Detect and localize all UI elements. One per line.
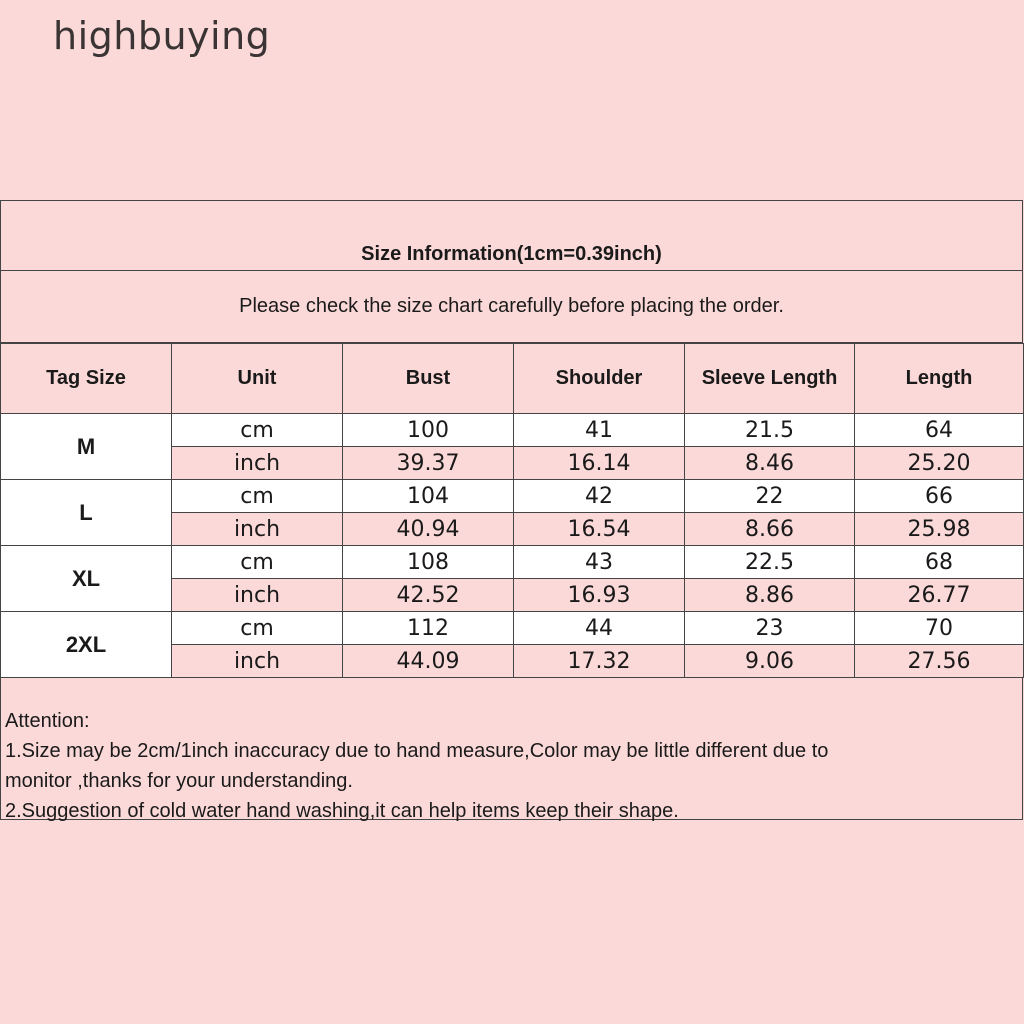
header-length: Length [855, 344, 1024, 414]
tag-size-cell: 2XL [1, 612, 172, 678]
shoulder-cell: 16.54 [514, 513, 685, 546]
sleeve-length-cell: 22 [685, 480, 855, 513]
attention-line-1: 1.Size may be 2cm/1inch inaccuracy due to hand measure,Color may be little different due to [5, 740, 829, 762]
shoulder-cell: 41 [514, 414, 685, 447]
sleeve-length-cell: 9.06 [685, 645, 855, 678]
header-tag-size: Tag Size [1, 344, 172, 414]
length-cell: 26.77 [855, 579, 1024, 612]
length-cell: 64 [855, 414, 1024, 447]
unit-cell: cm [172, 480, 343, 513]
bust-cell: 112 [343, 612, 514, 645]
shoulder-cell: 44 [514, 612, 685, 645]
shoulder-cell: 16.93 [514, 579, 685, 612]
length-cell: 70 [855, 612, 1024, 645]
sleeve-length-cell: 8.46 [685, 447, 855, 480]
table-row [1, 480, 1024, 513]
attention-notes [0, 677, 1023, 820]
length-cell: 25.20 [855, 447, 1024, 480]
tag-size-cell: L [1, 480, 172, 546]
attention-line-1-cont: monitor ,thanks for your understanding. [5, 770, 353, 792]
unit-cell: cm [172, 546, 343, 579]
header-sleeve-length: Sleeve Length [685, 344, 855, 414]
bust-cell: 44.09 [343, 645, 514, 678]
table-header-row [1, 344, 1024, 414]
unit-cell: cm [172, 612, 343, 645]
length-cell: 25.98 [855, 513, 1024, 546]
sleeve-length-cell: 8.66 [685, 513, 855, 546]
sleeve-length-cell: 8.86 [685, 579, 855, 612]
shoulder-cell: 43 [514, 546, 685, 579]
table-row [1, 612, 1024, 645]
tag-size-cell: M [1, 414, 172, 480]
unit-cell: inch [172, 513, 343, 546]
unit-cell: cm [172, 414, 343, 447]
size-chart-note: Please check the size chart carefully before placing the order. [0, 271, 1023, 343]
size-chart-title: Size Information(1cm=0.39inch) [0, 200, 1023, 271]
header-shoulder: Shoulder [514, 344, 685, 414]
shoulder-cell: 16.14 [514, 447, 685, 480]
bust-cell: 104 [343, 480, 514, 513]
length-cell: 66 [855, 480, 1024, 513]
sleeve-length-cell: 23 [685, 612, 855, 645]
shoulder-cell: 17.32 [514, 645, 685, 678]
sleeve-length-cell: 21.5 [685, 414, 855, 447]
length-cell: 27.56 [855, 645, 1024, 678]
unit-cell: inch [172, 447, 343, 480]
brand-watermark: highbuying [53, 14, 271, 58]
shoulder-cell: 42 [514, 480, 685, 513]
tag-size-cell: XL [1, 546, 172, 612]
unit-cell: inch [172, 579, 343, 612]
bust-cell: 100 [343, 414, 514, 447]
size-table [0, 343, 1024, 678]
sleeve-length-cell: 22.5 [685, 546, 855, 579]
attention-line-2: 2.Suggestion of cold water hand washing,it can help items keep their shape. [5, 800, 679, 822]
table-row [1, 546, 1024, 579]
length-cell: 68 [855, 546, 1024, 579]
header-bust: Bust [343, 344, 514, 414]
size-chart [0, 200, 1024, 820]
table-row [1, 414, 1024, 447]
bust-cell: 40.94 [343, 513, 514, 546]
bust-cell: 39.37 [343, 447, 514, 480]
bust-cell: 108 [343, 546, 514, 579]
bust-cell: 42.52 [343, 579, 514, 612]
unit-cell: inch [172, 645, 343, 678]
attention-heading: Attention: [5, 710, 90, 732]
header-unit: Unit [172, 344, 343, 414]
